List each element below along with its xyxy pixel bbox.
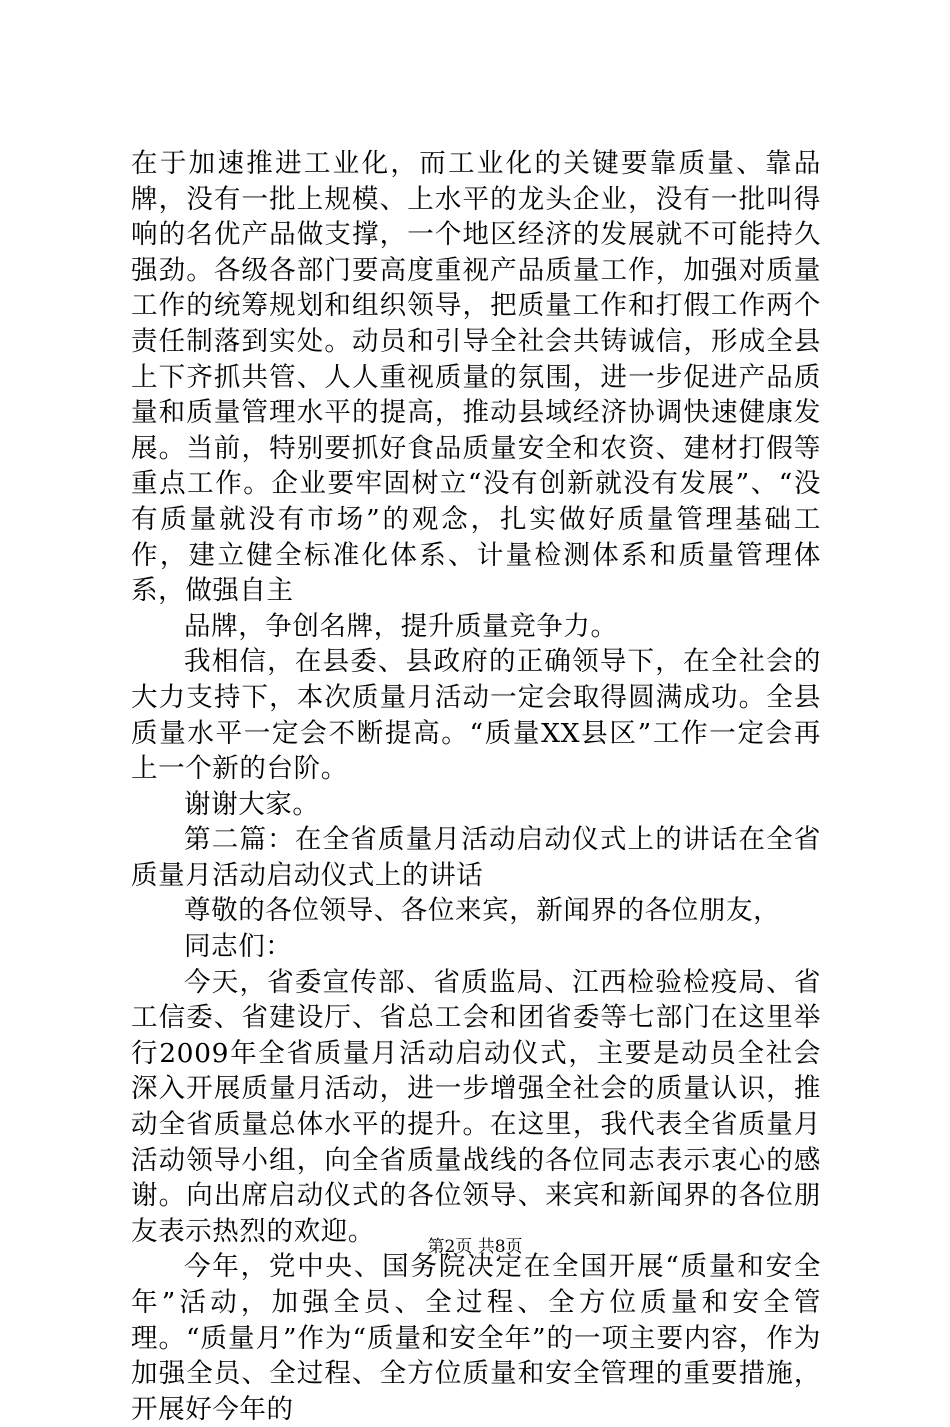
paragraph-8: 今天，省委宣传部、省质监局、江西检验检疫局、省工信委、省建设厅、省总工会和团省委等七部门在这里举行2009年全省质量月活动启动仪式，主要是动员全社会深入开展质量月活动，进一步增强全社会的质量认识，推动全省质量总体水平的提升。在这里，我代表全省质量月活动领导小组，向全省质量战线的各位同志表示衷心的感谢。向出席启动仪式的各位领导、来宾和新闻界的各位朋友表示热烈的欢迎。 [131,966,821,1247]
paragraph-4: 谢谢大家。 [184,788,320,820]
paragraph-9: 今年，党中央、国务院决定在全国开展“质量和安全年”活动，加强全员、全过程、全方位质量和安全管理。“质量月”作为“质量和安全年”的一项主要内容，作为加强全员、全过程、全方位质量和安全管理的重要措施，开展好今年的 [131,1251,821,1425]
salutation-line-1: 尊敬的各位领导、各位来宾，新闻界的各位朋友， [184,895,781,927]
document-body [131,146,821,1427]
paragraph-3: 我相信，在县委、县政府的正确领导下，在全社会的大力支持下，本次质量月活动一定会取得圆满成功。全县质量水平一定会不断提高。“质量XX县区”工作一定会再上一个新的台阶。 [131,646,821,785]
paragraph-1: 在于加速推进工业化，而工业化的关键要靠质量、靠品牌，没有一批上规模、上水平的龙头企业，没有一批叫得响的名优产品做支撑，一个地区经济的发展就不可能持久强劲。各级各部门要高度重视产品质量工作，加强对质量工作的统筹规划和组织领导，把质量工作和打假工作两个责任制落到实处。动员和引导全社会共铸诚信，形成全县上下齐抓共管、人人重视质量的氛围，进一步促进产品质量和质量管理水平的提高，推动县域经济协调快速健康发展。当前，特别要抓好食品质量安全和农资、建材打假等重点工作。企业要牢固树立“没有创新就没有发展”、“没有质量就没有市场”的观念，扎实做好质量管理基础工作，建立健全标准化体系、计量检测体系和质量管理体系，做强自主 [131,148,821,607]
section-heading: 第二篇：在全省质量月活动启动仪式上的讲话在全省质量月活动启动仪式上的讲话 [131,824,821,891]
paragraph-2: 品牌，争创名牌，提升质量竞争力。 [184,610,618,642]
salutation-line-2: 同志们： [184,931,293,963]
page-number: 第2页 共8页 [427,1237,523,1257]
